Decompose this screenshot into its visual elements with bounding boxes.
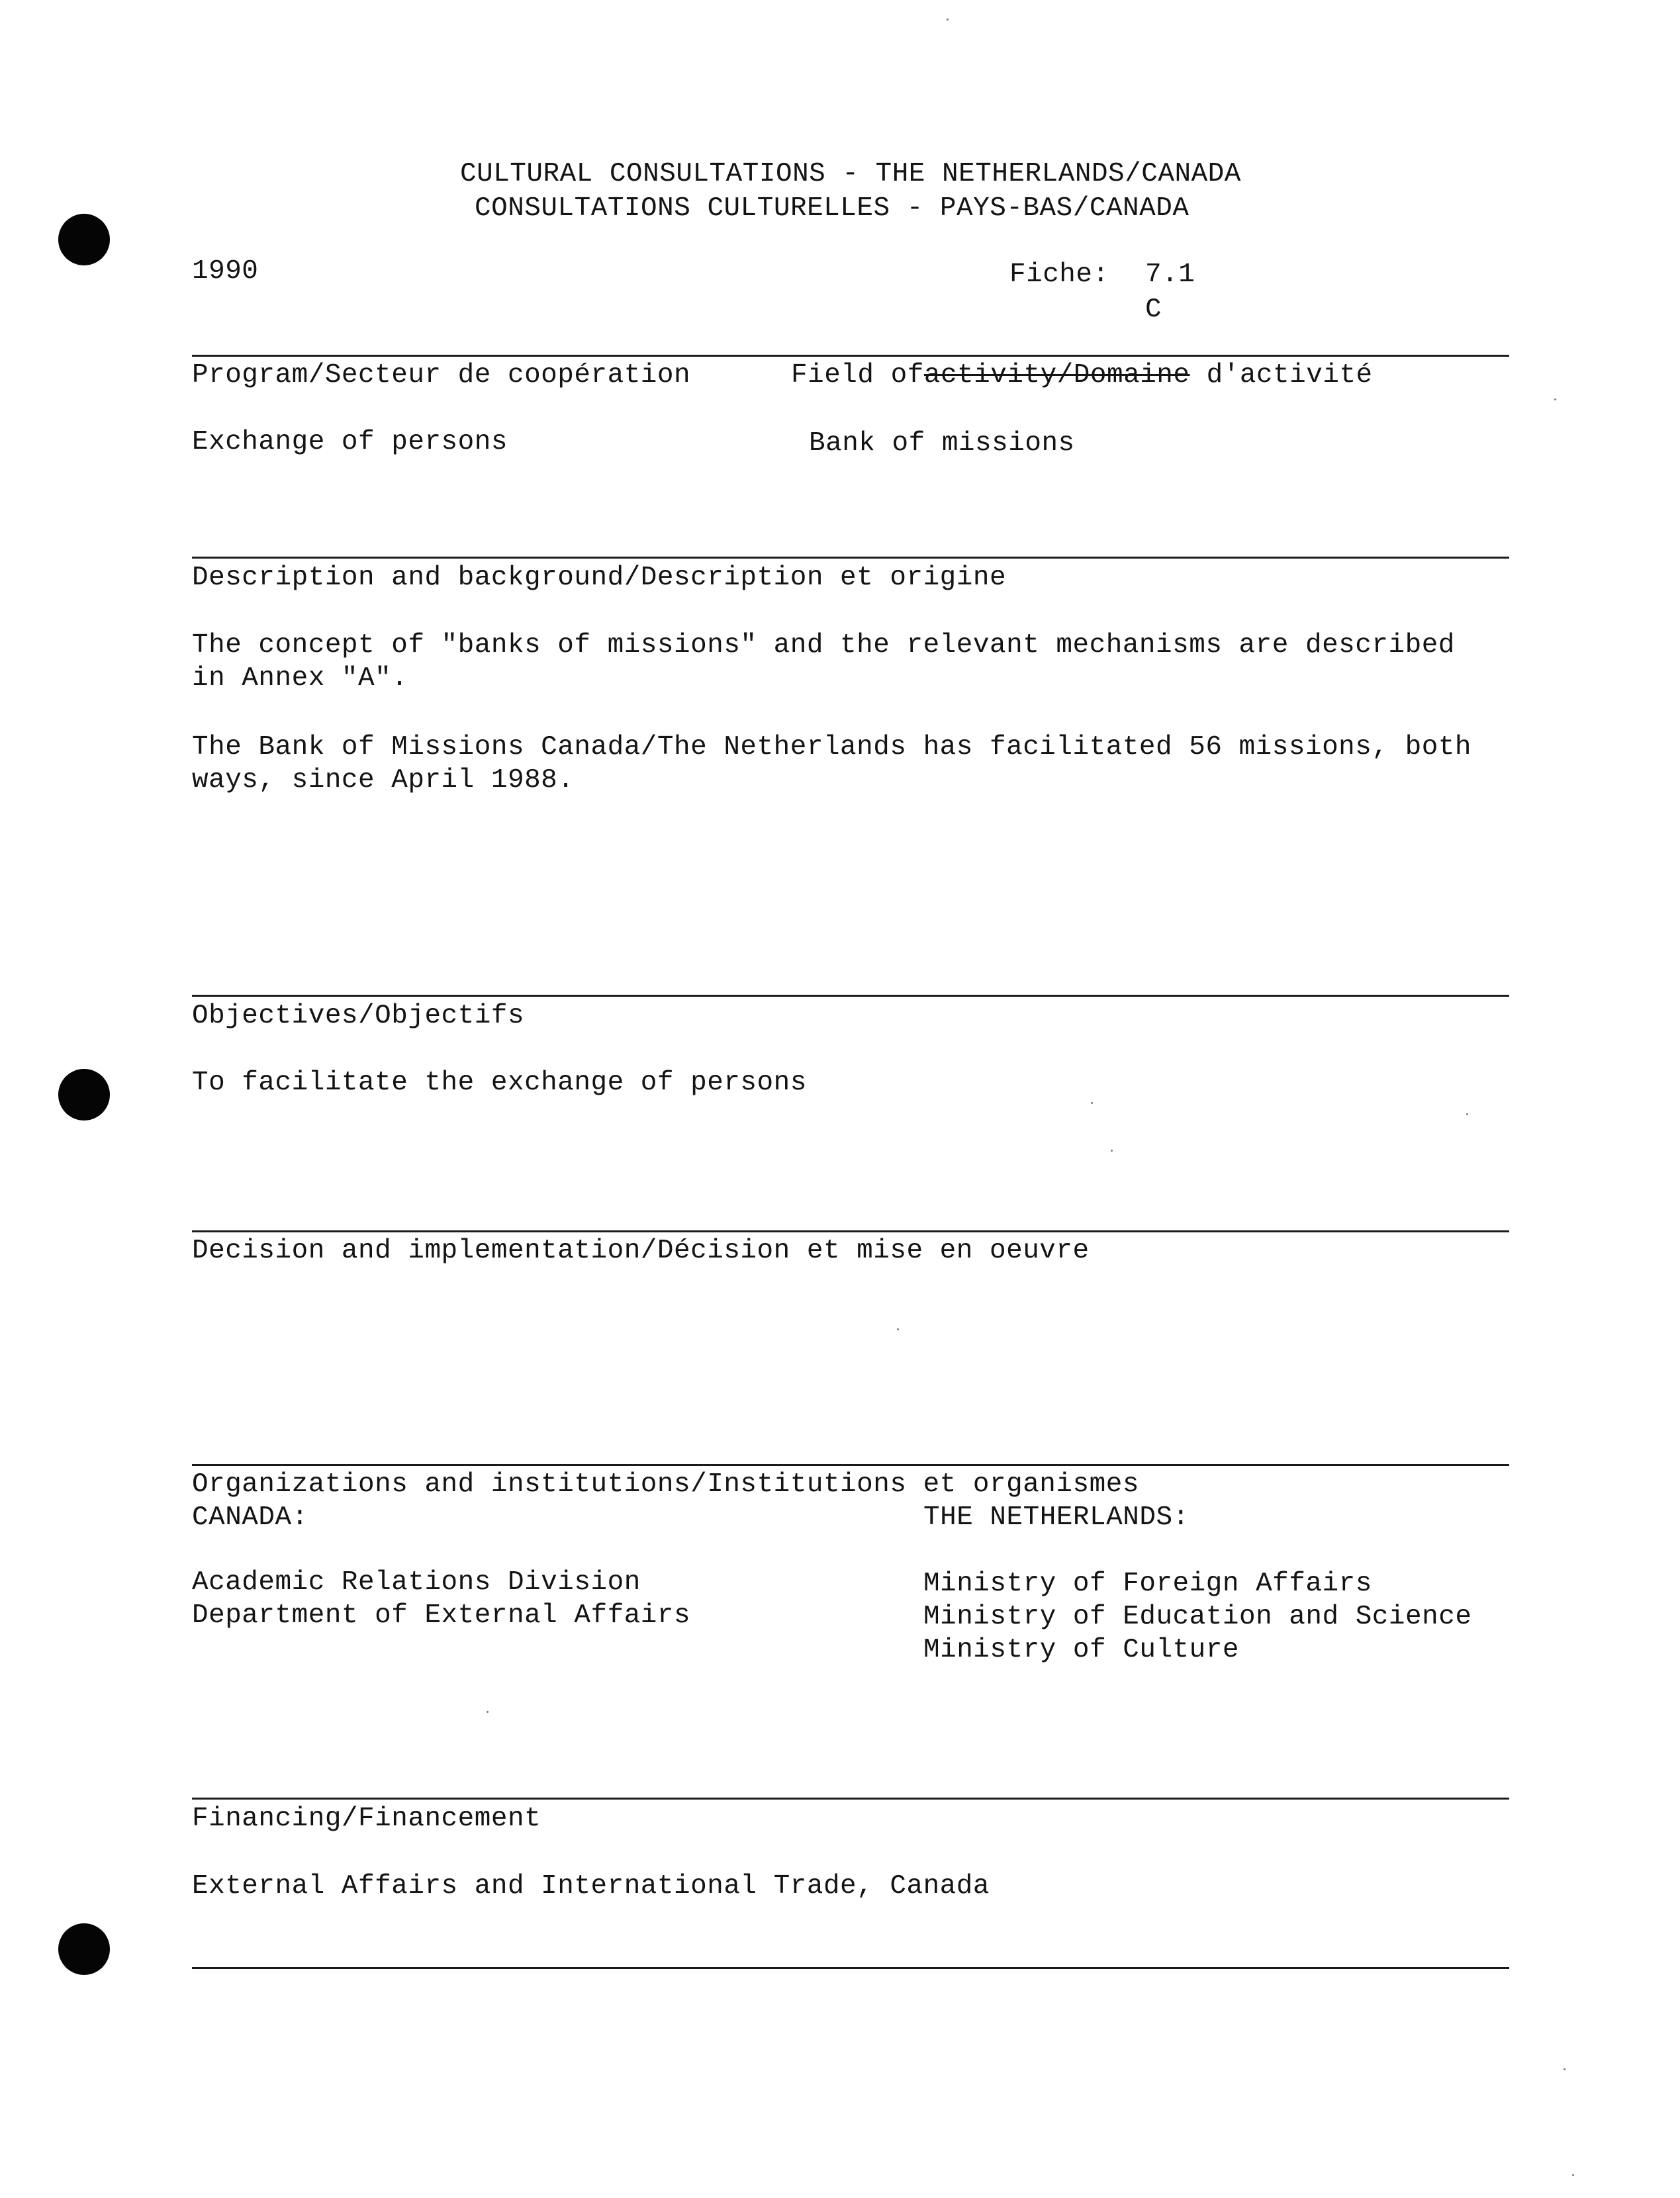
program-label: Program/Secteur de coopération [192, 360, 691, 390]
punch-hole-top [58, 214, 110, 265]
netherlands-label: THE NETHERLANDS: [923, 1502, 1190, 1533]
title-english: CULTURAL CONSULTATIONS - THE NETHERLANDS/CANADA [460, 159, 1241, 189]
canada-org-2: Department of External Affairs [192, 1600, 691, 1631]
decision-label: Decision and implementation/Décision et mise en oeuvre [192, 1236, 1090, 1266]
field-label-struck: activity/Domaine [923, 360, 1190, 390]
divider-5 [192, 1464, 1509, 1466]
fiche-letter: C [1145, 295, 1162, 325]
field-label-prefix: Field of [791, 360, 924, 390]
divider-1 [192, 355, 1509, 357]
netherlands-org-1: Ministry of Foreign Affairs [923, 1569, 1372, 1599]
divider-3 [192, 995, 1509, 997]
scan-speck [947, 19, 949, 21]
scan-speck [1572, 2174, 1574, 2176]
description-para2-line1: The Bank of Missions Canada/The Netherlands has facilitated 56 missions, both [192, 732, 1472, 762]
punch-hole-bottom [58, 1923, 110, 1975]
description-label: Description and background/Description et origine [192, 563, 1007, 593]
scan-speck [487, 1711, 489, 1713]
scan-speck [1466, 1113, 1468, 1115]
financing-value: External Affairs and International Trade, Canada [192, 1871, 990, 1901]
divider-4 [192, 1230, 1509, 1232]
field-label [791, 359, 1373, 392]
program-value: Exchange of persons [192, 427, 508, 457]
description-para1-line1: The concept of "banks of missions" and the relevant mechanisms are described [192, 630, 1455, 661]
scan-speck [1091, 1102, 1093, 1104]
canada-org-1: Academic Relations Division [192, 1567, 641, 1598]
description-para2-line2: ways, since April 1988. [192, 765, 575, 796]
divider-6 [192, 1798, 1509, 1800]
scan-speck [1111, 1150, 1113, 1152]
title-french: CONSULTATIONS CULTURELLES - PAYS-BAS/CANADA [475, 193, 1190, 224]
fiche-number: 7.1 [1145, 259, 1195, 290]
scan-speck [897, 1328, 899, 1330]
organizations-label: Organizations and institutions/Institutions et organismes [192, 1469, 1139, 1500]
punch-hole-middle [58, 1069, 110, 1121]
field-label-suffix: d'activité [1190, 360, 1373, 390]
netherlands-org-2: Ministry of Education and Science [923, 1602, 1472, 1632]
objectives-label: Objectives/Objectifs [192, 1001, 525, 1031]
scan-speck [1563, 2068, 1565, 2070]
canada-label: CANADA: [192, 1502, 308, 1533]
objectives-value: To facilitate the exchange of persons [192, 1068, 807, 1098]
fiche-label: Fiche: [1009, 259, 1109, 290]
year: 1990 [192, 256, 259, 287]
scan-speck [1554, 398, 1556, 400]
netherlands-org-3: Ministry of Culture [923, 1635, 1239, 1665]
description-para1-line2: in Annex "A". [192, 663, 408, 694]
divider-7 [192, 1967, 1509, 1969]
financing-label: Financing/Financement [192, 1804, 541, 1834]
divider-2 [192, 557, 1509, 559]
field-value: Bank of missions [809, 428, 1075, 459]
